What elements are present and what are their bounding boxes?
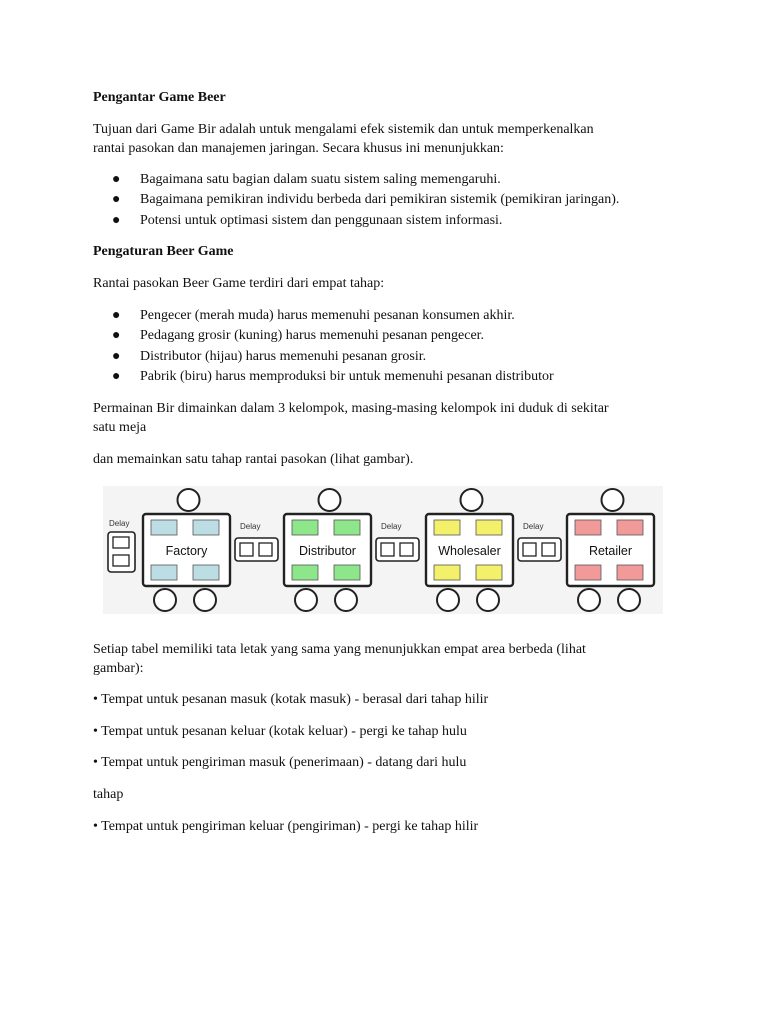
delay-slot (259, 543, 272, 556)
seat-circle (194, 589, 216, 611)
stage-area-square (617, 520, 643, 535)
heading-pengaturan: Pengaturan Beer Game (93, 244, 234, 259)
stage-area-square (292, 565, 318, 580)
stage-area-square (434, 520, 460, 535)
stage-name: Wholesaler (438, 544, 501, 558)
seat-circle (178, 489, 200, 511)
delay-slot (381, 543, 394, 556)
delay-slot (113, 555, 129, 566)
stage-area-square (476, 565, 502, 580)
stage-area-square (434, 565, 460, 580)
stage-area-square (575, 565, 601, 580)
delay-slot (113, 537, 129, 548)
stage-name: Factory (165, 544, 208, 558)
area-item: • Tempat untuk pengiriman keluar (pengiriman) - pergi ke tahap hilir (93, 819, 479, 834)
stage-area-square (151, 565, 177, 580)
area-item: • Tempat untuk pesanan keluar (kotak keluar) - pergi ke tahap hulu (93, 724, 467, 739)
delay-label: Delay (240, 522, 261, 531)
stage-area-square (151, 520, 177, 535)
bullet-icon: ● (112, 369, 121, 384)
bullet-icon: ● (112, 172, 121, 187)
stage-area-square (193, 520, 219, 535)
bullet-icon: ● (112, 308, 121, 323)
seat-circle (154, 589, 176, 611)
intro-line-1: Tujuan dari Game Bir adalah untuk mengalami efek sistemik dan untuk memperkenalkan (93, 122, 594, 137)
supply-chain-figure (103, 486, 663, 614)
bullet-icon: ● (112, 213, 121, 228)
delay-label: Delay (109, 519, 130, 528)
stage-name: Distributor (299, 544, 356, 558)
seat-circle (578, 589, 600, 611)
stage-area-square (193, 565, 219, 580)
seat-circle (618, 589, 640, 611)
heading-pengantar: Pengantar Game Beer (93, 90, 226, 105)
area-item: • Tempat untuk pengiriman masuk (penerimaan) - datang dari hulu (93, 755, 467, 770)
intro-line-2: rantai pasokan dan manajemen jaringan. Secara khusus ini menunjukkan: (93, 141, 504, 156)
stage-area-square (617, 565, 643, 580)
play-stage-paragraph: dan memainkan satu tahap rantai pasokan (lihat gambar). (93, 452, 414, 467)
stage-area-square (334, 520, 360, 535)
stage-area-square (575, 520, 601, 535)
seat-circle (295, 589, 317, 611)
delay-slot (400, 543, 413, 556)
seat-circle (437, 589, 459, 611)
delay-slot (542, 543, 555, 556)
layout-line-2: gambar): (93, 661, 144, 676)
seat-circle (602, 489, 624, 511)
delay-slot (240, 543, 253, 556)
stage-area-square (476, 520, 502, 535)
seat-circle (477, 589, 499, 611)
layout-line-1: Setiap tabel memiliki tata letak yang sama yang menunjukkan empat area berbeda (lihat (93, 642, 586, 657)
beer-game-diagram (103, 486, 663, 614)
delay-label: Delay (523, 522, 544, 531)
seat-circle (335, 589, 357, 611)
tahap-line: tahap (93, 787, 124, 802)
bullet-icon: ● (112, 192, 121, 207)
bullet-icon: ● (112, 349, 121, 364)
groups-line-2: satu meja (93, 420, 147, 435)
seat-circle (461, 489, 483, 511)
setup-intro: Rantai pasokan Beer Game terdiri dari empat tahap: (93, 276, 385, 291)
stage-area-square (334, 565, 360, 580)
bullet-icon: ● (112, 328, 121, 343)
area-item: • Tempat untuk pesanan masuk (kotak masuk) - berasal dari tahap hilir (93, 692, 489, 707)
stage-area-square (292, 520, 318, 535)
delay-slot (523, 543, 536, 556)
seat-circle (319, 489, 341, 511)
delay-label: Delay (381, 522, 402, 531)
groups-line-1: Permainan Bir dimainkan dalam 3 kelompok, masing-masing kelompok ini duduk di sekitar (93, 401, 609, 416)
stage-name: Retailer (588, 544, 633, 558)
